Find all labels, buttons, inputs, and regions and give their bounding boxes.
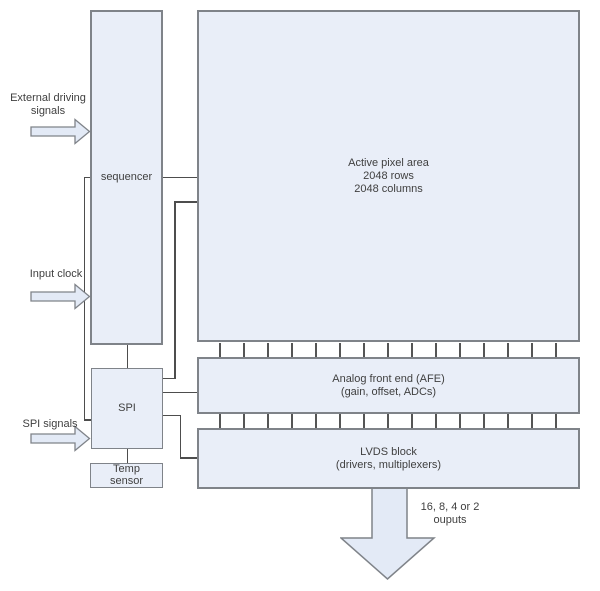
connector-spi-to-afe [163,392,198,394]
spi-signals-label: SPI signals [22,418,78,430]
bus-lines-pixel-to-afe [219,343,558,357]
active-pixel-area-block [197,10,580,342]
sequencer-block [90,10,163,345]
lvds-title: LVDS block [360,445,417,458]
spi-label: SPI [118,402,136,414]
connector-sequencer-to-pixel-area [163,177,198,179]
afe-subtitle: (gain, offset, ADCs) [340,385,437,398]
temp-sensor-line2: sensor [109,474,144,487]
connector-spi-to-pixel-area-h2 [174,201,198,203]
active-pixel-area-title: Active pixel area [348,156,429,169]
temp-sensor-line1: Temp [113,463,140,475]
bus-lines-afe-to-lvds [219,414,558,428]
active-pixel-area-rows: 2048 rows [363,169,414,182]
input-clock-arrow-icon [30,283,91,310]
connector-spi-to-pixel-area-v [174,201,176,379]
sequencer-label: sequencer [100,171,153,183]
spi-block [91,368,163,449]
afe-title: Analog front end (AFE) [332,372,445,385]
connector-spi-to-temp-sensor [127,449,129,463]
lvds-subtitle: (drivers, multiplexers) [335,458,442,471]
external-driving-signals-label: External driving signals [10,92,86,117]
connector-spi-to-lvds-v [180,415,182,458]
outputs-label: 16, 8, 4 or 2 ouputs [420,501,480,526]
active-pixel-area-columns: 2048 columns [354,182,423,195]
connector-spi-to-lvds-h2 [180,457,198,459]
temp-sensor-block [90,463,163,488]
external-driving-arrow-icon [30,118,91,145]
afe-block [197,357,580,414]
connector-spi-to-lvds-h1 [163,415,180,417]
input-clock-label: Input clock [29,268,83,280]
lvds-block [197,428,580,489]
connector-sequencer-to-spi-v [127,345,129,368]
